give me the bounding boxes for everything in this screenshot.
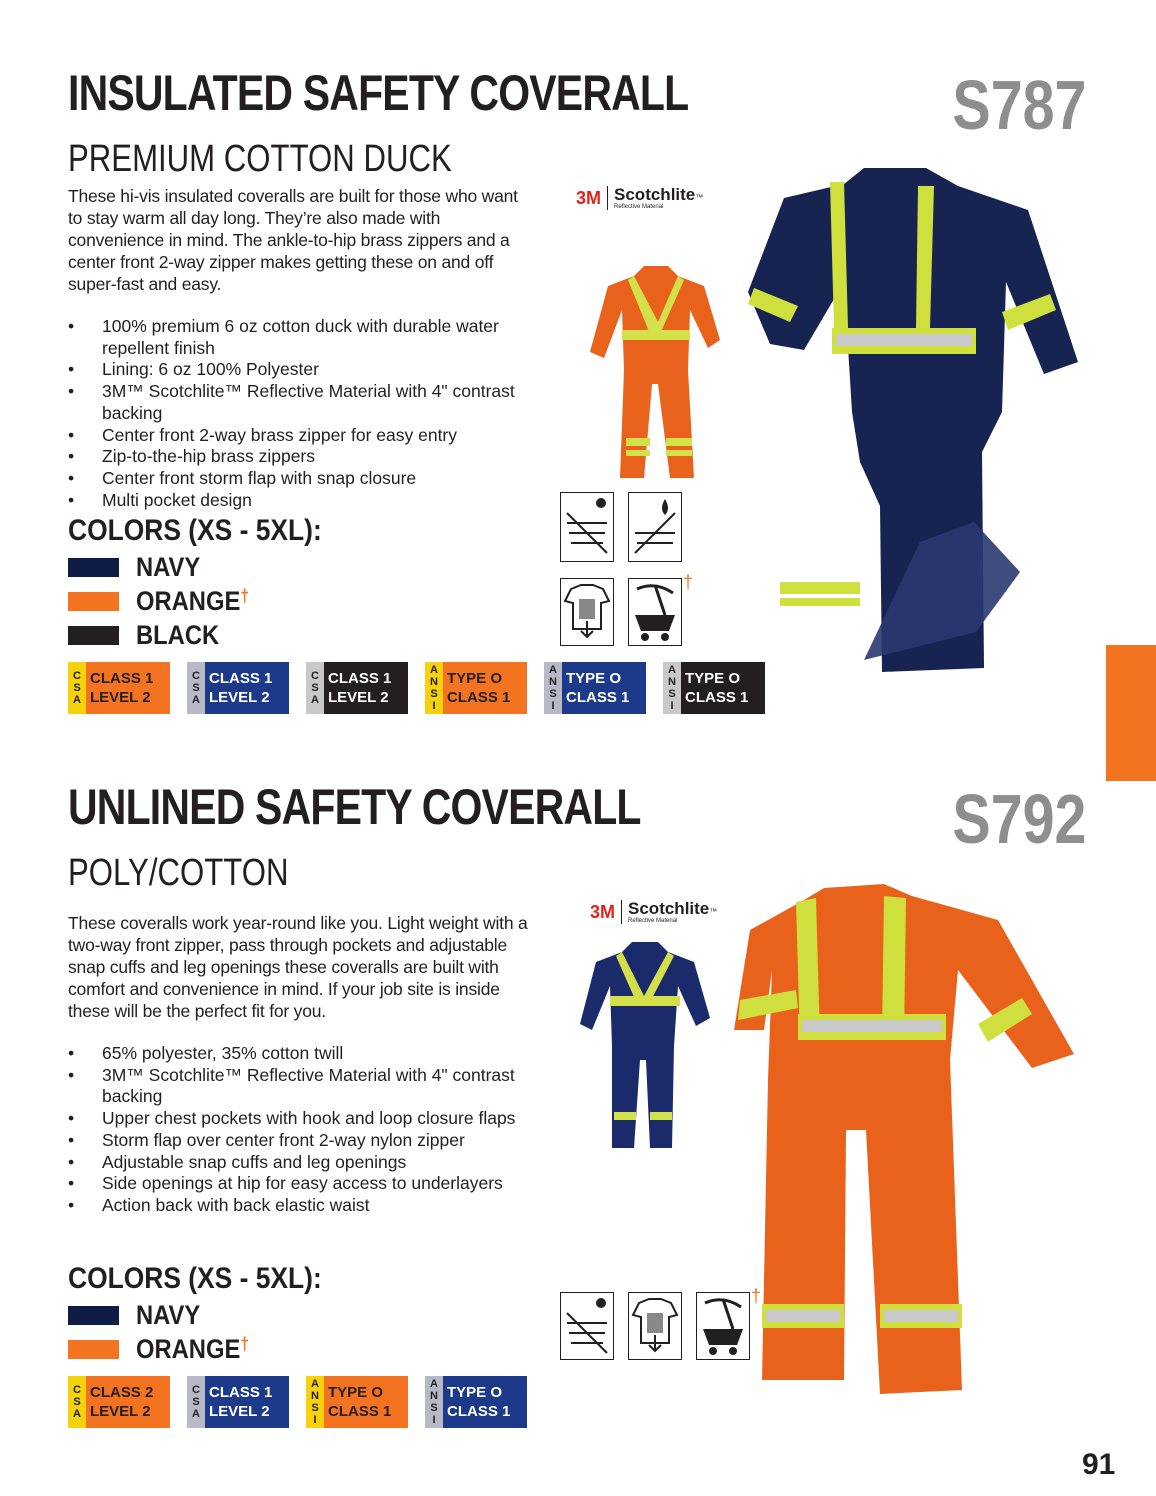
certification-badge bbox=[425, 1376, 527, 1428]
badge-line-2: CLASS 1 bbox=[685, 689, 749, 706]
feature-item: • 3M™ Scotchlite™ Reflective Material with 4" contrast backing bbox=[68, 1065, 528, 1108]
certification-badge bbox=[306, 662, 408, 714]
feature-item: • Zip-to-the-hip brass zippers bbox=[68, 446, 528, 468]
feature-item: • Side openings at hip for easy access to underlayers bbox=[68, 1173, 528, 1195]
badge-line-1: TYPE O bbox=[566, 670, 622, 687]
product1-title: INSULATED SAFETY COVERALL bbox=[68, 65, 689, 121]
badge-standard-tag: A N S I bbox=[663, 662, 681, 714]
3m-logo: 3M bbox=[590, 901, 616, 922]
feature-item: • 3M™ Scotchlite™ Reflective Material with 4" contrast backing bbox=[68, 381, 528, 424]
feature-item: • Upper chest pockets with hook and loop closure flaps bbox=[68, 1108, 528, 1130]
product2-color-list bbox=[68, 1298, 265, 1366]
certification-badge bbox=[187, 1376, 289, 1428]
badge-standard-tag: C S A bbox=[68, 1376, 86, 1428]
badge-standard-tag: C S A bbox=[306, 662, 324, 714]
color-label: ORANGE bbox=[136, 585, 241, 616]
badge-standard-tag: C S A bbox=[187, 662, 205, 714]
feature-item: • Center front 2-way brass zipper for easy entry bbox=[68, 425, 528, 447]
badge-line-2: CLASS 1 bbox=[328, 1403, 392, 1420]
product1-color-list bbox=[68, 550, 265, 652]
scotchlite-logo: 3M Scotchlite™ Reflective Material bbox=[576, 185, 704, 210]
navy-swatch bbox=[68, 558, 119, 577]
badge-line-1: TYPE O bbox=[447, 1384, 503, 1401]
badge-line-2: LEVEL 2 bbox=[328, 689, 389, 706]
badge-standard-tag: A N S I bbox=[544, 662, 562, 714]
product2-colors-heading: COLORS (XS - 5XL): bbox=[68, 1262, 322, 1295]
product2-subtitle: POLY/COTTON bbox=[68, 852, 289, 894]
feature-item: • Adjustable snap cuffs and leg openings bbox=[68, 1152, 528, 1174]
orange-swatch bbox=[68, 1340, 119, 1359]
badge-standard-tag: A N S I bbox=[306, 1376, 324, 1428]
section-tab bbox=[1106, 645, 1156, 781]
badge-standard-tag: C S A bbox=[187, 1376, 205, 1428]
certification-badge bbox=[187, 662, 289, 714]
color-label: NAVY bbox=[136, 1299, 201, 1330]
color-label: NAVY bbox=[136, 551, 201, 582]
icon-dagger-mark: † bbox=[683, 572, 694, 592]
mining-cart-icon bbox=[628, 578, 682, 646]
badge-line-2: CLASS 1 bbox=[566, 689, 630, 706]
navy-coverall-image bbox=[578, 938, 714, 1152]
feature-item: • Lining: 6 oz 100% Polyester bbox=[68, 359, 528, 381]
product1-colors-heading: COLORS (XS - 5XL): bbox=[68, 514, 322, 547]
insulated-shirt-icon bbox=[628, 1292, 682, 1360]
no-bleach-wash-icon bbox=[560, 492, 614, 562]
product1-feature-list bbox=[68, 316, 528, 511]
insulated-shirt-icon bbox=[560, 578, 614, 646]
badge-line-1: CLASS 1 bbox=[328, 670, 392, 687]
color-row-navy bbox=[68, 1298, 265, 1332]
scotchlite-logo: 3M Scotchlite™ Reflective Material bbox=[590, 899, 718, 924]
feature-item: • Action back with back elastic waist bbox=[68, 1195, 528, 1217]
orange-coverall-image bbox=[586, 262, 726, 484]
product1-code: S787 bbox=[951, 66, 1086, 144]
page-number: 91 bbox=[1082, 1448, 1116, 1481]
navy-coverall-image bbox=[744, 162, 1080, 680]
badge-line-2: LEVEL 2 bbox=[90, 1403, 151, 1420]
badge-line-1: CLASS 2 bbox=[90, 1384, 154, 1401]
feature-item: • 100% premium 6 oz cotton duck with durable water repellent finish bbox=[68, 316, 528, 359]
badge-line-1: TYPE O bbox=[328, 1384, 384, 1401]
dagger-mark: † bbox=[240, 1333, 250, 1354]
color-row-orange bbox=[68, 1332, 265, 1366]
badge-line-1: CLASS 1 bbox=[209, 1384, 273, 1401]
scotchlite-wordmark: Scotchlite bbox=[614, 185, 696, 204]
feature-item: • 65% polyester, 35% cotton twill bbox=[68, 1043, 528, 1065]
orange-coverall-image bbox=[716, 880, 1078, 1398]
badge-line-1: CLASS 1 bbox=[90, 670, 154, 687]
logo-tagline: Reflective Material bbox=[614, 204, 664, 210]
3m-logo: 3M bbox=[576, 187, 602, 208]
mining-cart-icon bbox=[696, 1292, 750, 1360]
color-label: ORANGE bbox=[136, 1333, 241, 1364]
badge-standard-tag: A N S I bbox=[425, 662, 443, 714]
badge-standard-tag: A N S I bbox=[425, 1376, 443, 1428]
icon-dagger-mark: † bbox=[751, 1286, 762, 1306]
black-swatch bbox=[68, 626, 119, 645]
badge-line-2: CLASS 1 bbox=[447, 689, 511, 706]
no-bleach-wash-icon bbox=[560, 1292, 614, 1360]
certification-badge bbox=[544, 662, 646, 714]
product2-description: These coveralls work year-round like you. Light weight with a two-way front zipper, pass through pockets and adjustable snap cuffs and leg openings these coveralls are built with comfort and convenience in mind. If your job site is inside these will be the perfect fit for you. bbox=[68, 913, 528, 1021]
product1-description: These hi-vis insulated coveralls are built for those who want to stay warm all day long. They’re also made with convenience in mind. The ankle-to-hip brass zippers and a center front 2-way zipper makes getting these on and off super-fast and easy. bbox=[68, 186, 518, 294]
badge-line-1: TYPE O bbox=[447, 670, 503, 687]
certification-badge bbox=[425, 662, 527, 714]
product2-code: S792 bbox=[951, 780, 1086, 858]
dagger-mark: † bbox=[240, 585, 250, 606]
product1-subtitle: PREMIUM COTTON DUCK bbox=[68, 138, 452, 180]
color-row-navy bbox=[68, 550, 265, 584]
badge-line-2: LEVEL 2 bbox=[209, 1403, 270, 1420]
badge-standard-tag: C S A bbox=[68, 662, 86, 714]
certification-badge bbox=[68, 1376, 170, 1428]
color-label: BLACK bbox=[136, 619, 220, 650]
product2-title: UNLINED SAFETY COVERALL bbox=[68, 779, 641, 835]
color-row-black bbox=[68, 618, 265, 652]
color-row-orange bbox=[68, 584, 265, 618]
badge-line-1: TYPE O bbox=[685, 670, 741, 687]
badge-line-2: LEVEL 2 bbox=[90, 689, 151, 706]
feature-item: • Storm flap over center front 2-way nylon zipper bbox=[68, 1130, 528, 1152]
feature-item: • Multi pocket design bbox=[68, 490, 528, 512]
water-repellent-icon bbox=[628, 492, 682, 562]
feature-item: • Center front storm flap with snap closure bbox=[68, 468, 528, 490]
navy-swatch bbox=[68, 1306, 119, 1325]
logo-tagline: Reflective Material bbox=[628, 918, 678, 924]
badge-line-2: CLASS 1 bbox=[447, 1403, 511, 1420]
orange-swatch bbox=[68, 592, 119, 611]
certification-badge bbox=[68, 662, 170, 714]
scotchlite-wordmark: Scotchlite bbox=[628, 899, 710, 918]
certification-badge bbox=[306, 1376, 408, 1428]
product2-feature-list bbox=[68, 1043, 528, 1217]
badge-line-2: LEVEL 2 bbox=[209, 689, 270, 706]
badge-line-1: CLASS 1 bbox=[209, 670, 273, 687]
